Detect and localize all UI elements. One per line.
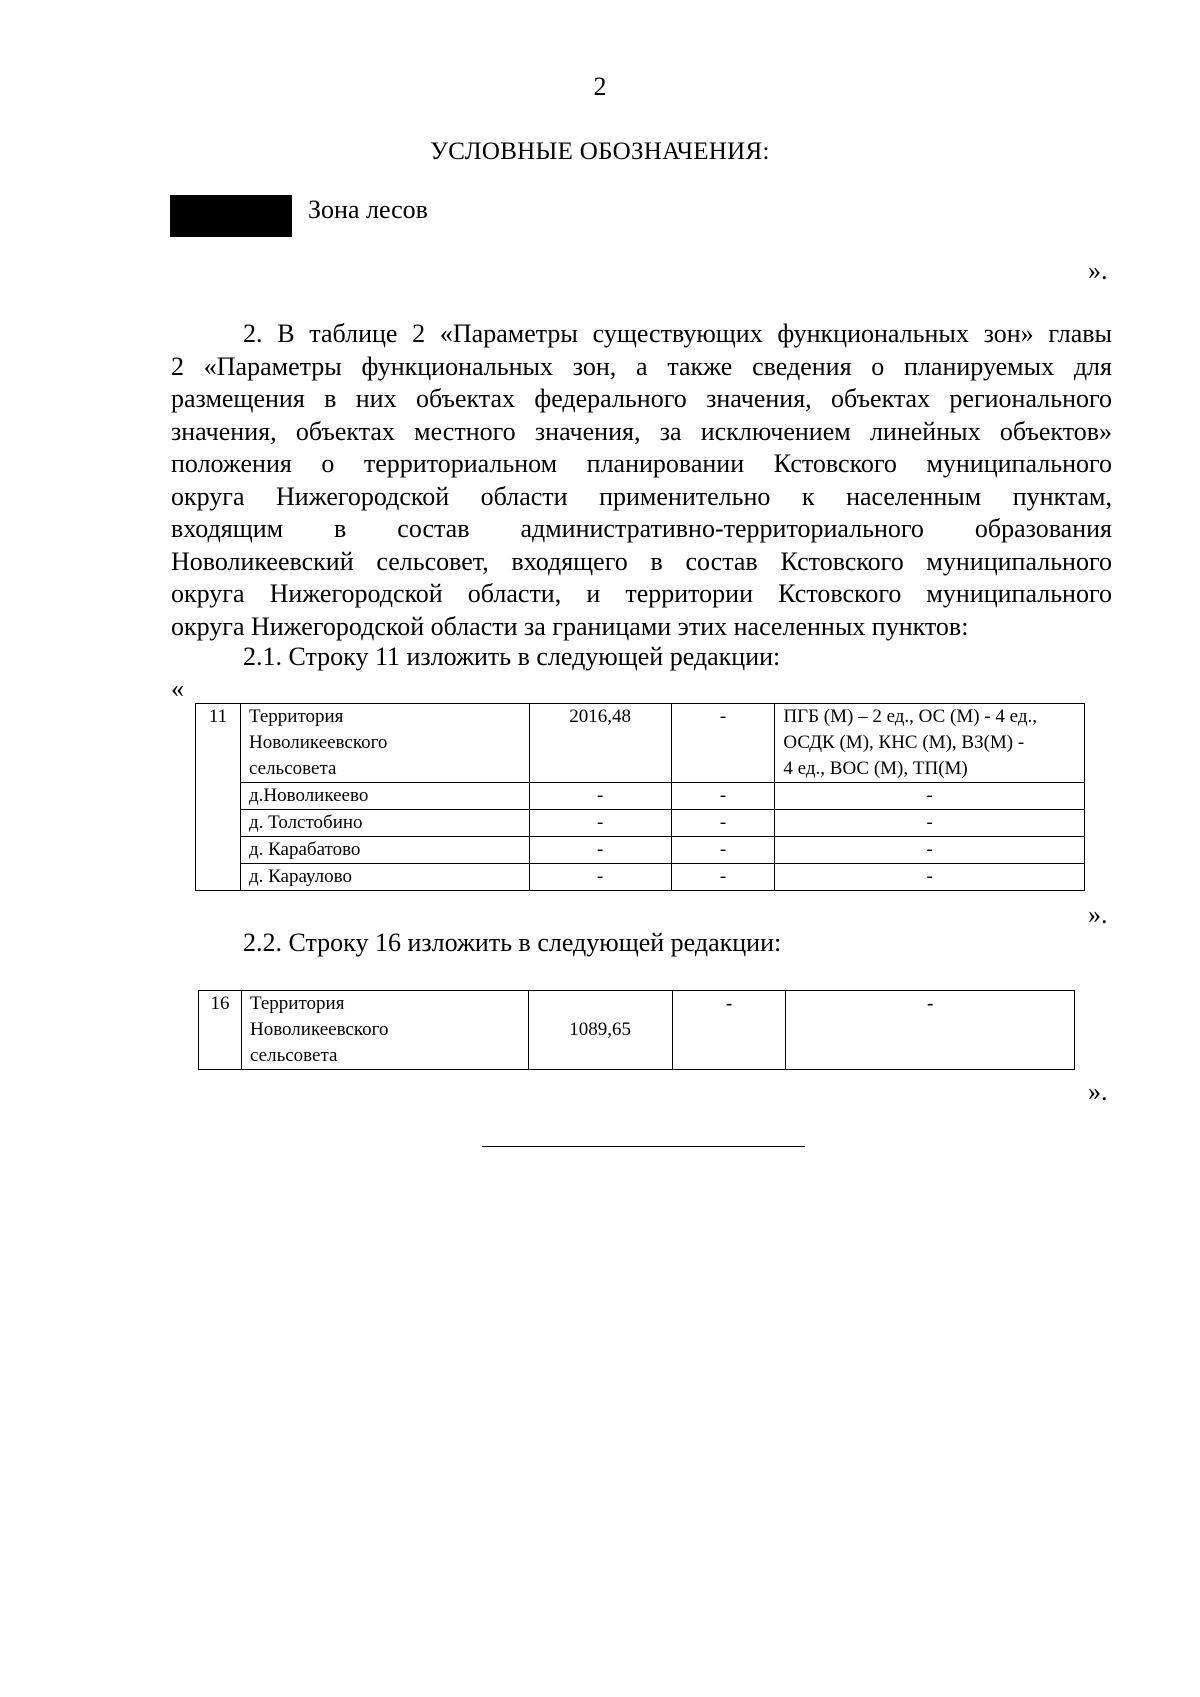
paragraph-line: значения, объектах местного значения, за исключением линейных объектов» xyxy=(171,416,1112,446)
territory-line: Территория xyxy=(249,993,345,1014)
area-cell: - xyxy=(529,810,671,837)
paragraph-line: 2 «Параметры функциональных зон, а также сведения о планируемых для xyxy=(171,351,1112,381)
footer-separator-line xyxy=(482,1146,805,1147)
objects-cell: - xyxy=(775,837,1085,864)
settlement-name-cell: д.Новоликеево xyxy=(240,783,529,810)
settlement-name-cell: д. Толстобино xyxy=(240,810,529,837)
column3-cell: - xyxy=(671,704,775,783)
closing-quote: ». xyxy=(1088,256,1108,285)
paragraph-line: округа Нижегородской области применительно к населенным пунктам, xyxy=(171,481,1112,511)
column3-cell: - xyxy=(671,837,775,864)
closing-quote: ». xyxy=(1088,900,1108,929)
territory-cell xyxy=(241,991,528,1070)
page-number: 2 xyxy=(593,72,607,101)
row-number-cell: 16 xyxy=(199,991,242,1070)
area-cell: - xyxy=(529,837,671,864)
opening-quote: « xyxy=(171,674,184,703)
paragraph-line: входящим в состав административно-территориального образования xyxy=(171,514,1112,543)
legend-title: УСЛОВНЫЕ ОБОЗНАЧЕНИЯ: xyxy=(430,138,770,165)
paragraph-line: положения о территориальном планировании Кстовского муниципального xyxy=(171,449,1112,478)
territory-line: Новоликеевского xyxy=(248,732,388,753)
objects-cell: - xyxy=(786,991,1075,1070)
legend-label-forest: Зона лесов xyxy=(308,195,428,224)
paragraph-line: 2. В таблице 2 «Параметры существующих функциональных зон» главы xyxy=(243,319,1112,348)
paragraph-line: округа Нижегородской области, и территории Кстовского муниципального xyxy=(171,579,1112,608)
column3-cell: - xyxy=(671,783,775,810)
row-number-cell: 11 xyxy=(196,704,241,891)
table-row xyxy=(196,704,1085,783)
paragraph-line: Новоликеевский сельсовет, входящего в состав Кстовского муниципального xyxy=(171,546,1112,576)
column3-cell: - xyxy=(672,991,786,1070)
area-cell: - xyxy=(529,783,671,810)
objects-line: 4 ед., ВОС (М), ТП(М) xyxy=(783,758,968,779)
territory-line: Территория xyxy=(248,706,344,727)
subhead-row-16: 2.2. Строку 16 изложить в следующей редакции: xyxy=(243,928,782,957)
column3-cell: - xyxy=(671,864,775,891)
legend-swatch-forest xyxy=(170,195,292,237)
territory-line: сельсовета xyxy=(248,758,337,779)
objects-cell: - xyxy=(775,810,1085,837)
territory-cell xyxy=(240,704,529,783)
territory-line: Новоликеевского xyxy=(249,1019,389,1040)
objects-line: ОСДК (М), КНС (М), ВЗ(М) - xyxy=(783,732,1025,753)
area-cell: 2016,48 xyxy=(529,704,671,783)
table-row xyxy=(199,991,1075,1070)
column3-cell: - xyxy=(671,810,775,837)
table-row xyxy=(196,783,1085,810)
area-cell: 1089,65 xyxy=(528,991,672,1070)
table-row xyxy=(196,837,1085,864)
paragraph-line: размещения в них объектах федерального значения, объектах регионального xyxy=(171,384,1112,413)
table-row xyxy=(196,864,1085,891)
subhead-row-11: 2.1. Строку 11 изложить в следующей редакции: xyxy=(243,642,781,671)
territory-line: сельсовета xyxy=(249,1045,338,1066)
table-row-16 xyxy=(198,990,1075,1070)
objects-line: ПГБ (М) – 2 ед., ОС (М) - 4 ед., xyxy=(783,706,1038,727)
settlement-name-cell: д. Карабатово xyxy=(240,837,529,864)
closing-quote: ». xyxy=(1088,1077,1108,1106)
paragraph-line: округа Нижегородской области за границами этих населенных пунктов: xyxy=(171,611,969,641)
area-cell: - xyxy=(529,864,671,891)
objects-cell: - xyxy=(775,783,1085,810)
amendment-paragraph xyxy=(171,318,1112,643)
objects-cell: - xyxy=(775,864,1085,891)
table-row xyxy=(196,810,1085,837)
table-row-11 xyxy=(195,703,1085,891)
settlement-name-cell: д. Караулово xyxy=(240,864,529,891)
objects-cell xyxy=(775,704,1085,783)
